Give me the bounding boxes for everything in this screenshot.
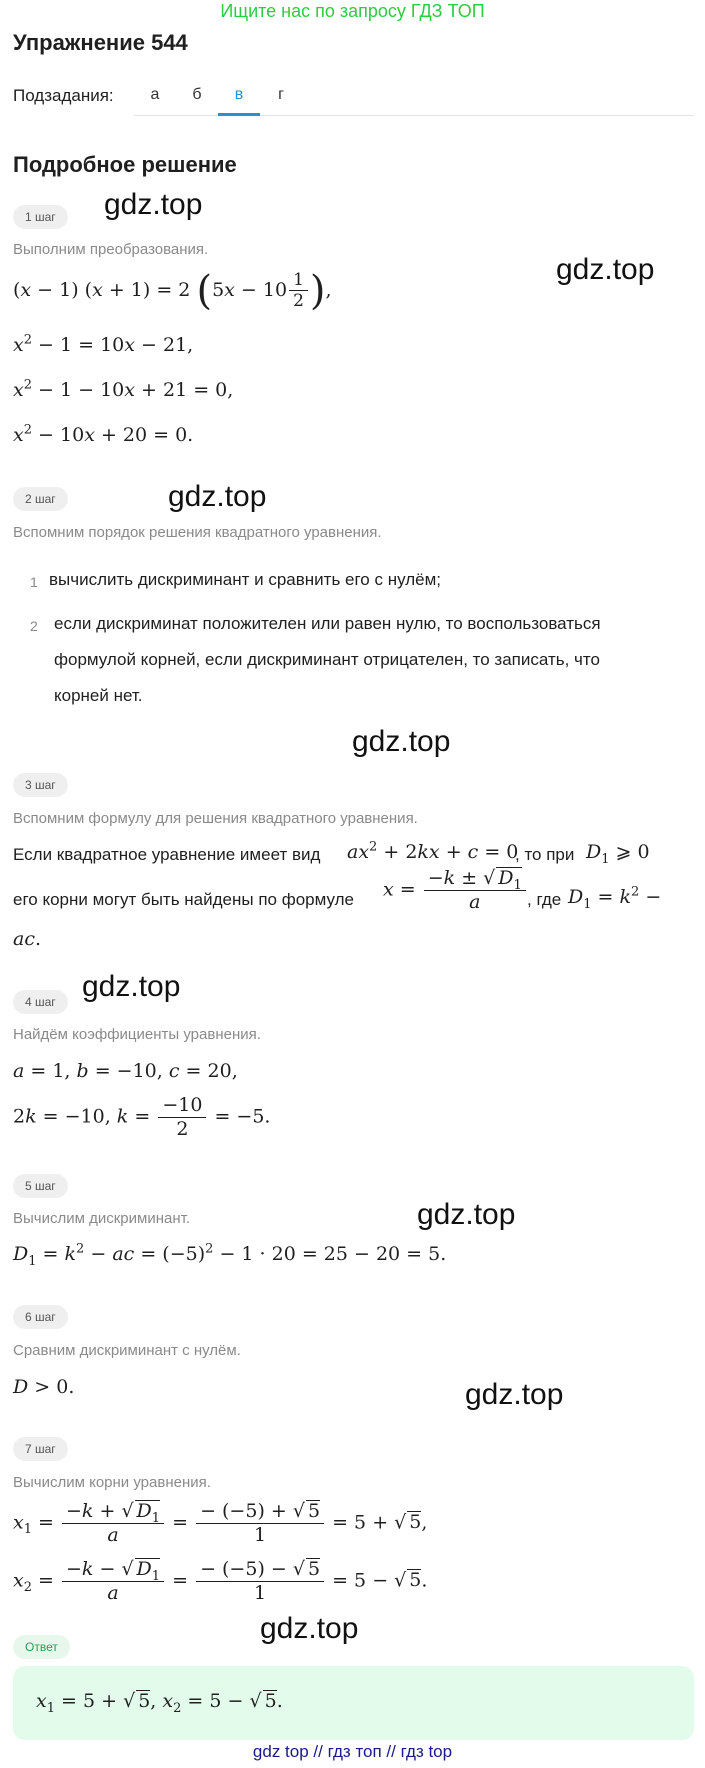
list-item: формулой корней, если дискриминант отрицателен, то записать, что <box>54 650 600 669</box>
step-hint: Вычислим корни уравнения. <box>13 1474 211 1491</box>
step-badge: 7 шаг <box>13 1437 68 1461</box>
watermark: gdz.top <box>104 188 203 221</box>
tab-a[interactable]: а <box>150 86 160 103</box>
subtasks-label: Подзадания: <box>13 86 114 105</box>
step-badge: 4 шаг <box>13 990 68 1014</box>
step-hint: Сравним дискриминант с нулём. <box>13 1342 241 1359</box>
step3-text: , то при <box>515 845 575 864</box>
top-banner: Ищите нас по запросу ГДЗ ТОП <box>220 1 485 21</box>
math-line: $x_2$ = $\frac{-k - √ D_1}{a}$ = $\frac{- (-5) - √ 5}{1}$ = 5 − √ 5. <box>13 1558 428 1604</box>
step3-text: его корни могут быть найдены по формуле <box>13 890 354 909</box>
math-line: $x^2 - 1 = 10x - 21$, <box>13 332 194 356</box>
math-line: $x^2 - 10x + 20 = 0$. <box>13 422 194 446</box>
subtasks-tabs <box>134 80 694 116</box>
watermark: gdz.top <box>352 725 451 758</box>
tab-g[interactable]: г <box>278 86 284 103</box>
math-line: $D_1 = k^2$ − ac = $(-5)^2 - 1 \cdot 20 = 25 - 20 = 5$. <box>13 1241 447 1269</box>
section-title: Подробное решение <box>13 152 237 177</box>
math-inline: $ax^2 + 2kx + c = 0$ <box>347 839 519 863</box>
tab-b[interactable]: б <box>192 86 202 103</box>
answer-badge: Ответ <box>13 1635 70 1659</box>
math-line: $x_1$ = $\frac{-k + √ D_1}{a}$ = $\frac{- (-5) + √ 5}{1}$ = 5 + √ 5, <box>13 1500 428 1546</box>
step-hint: Вспомним формулу для решения квадратного уравнения. <box>13 810 418 827</box>
step-hint: Вспомним порядок решения квадратного уравнения. <box>13 524 382 541</box>
tab-v[interactable]: в <box>218 80 260 116</box>
watermark: gdz.top <box>260 1612 359 1645</box>
step-hint: Выполним преобразования. <box>13 241 209 258</box>
step3-text: , где <box>527 890 562 909</box>
math-line: a = 1, b = −10, c = 20, <box>13 1060 238 1082</box>
answer-math: $x_1 = 5$ + √ 5, $x_2 = 5$ − √ 5. <box>36 1690 283 1716</box>
step-badge: 6 шаг <box>13 1305 68 1329</box>
step-hint: Найдём коэффициенты уравнения. <box>13 1026 261 1043</box>
list-item: вычислить дискриминант и сравнить его с нулём; <box>49 570 442 589</box>
watermark: gdz.top <box>82 970 181 1003</box>
watermark: gdz.top <box>417 1198 516 1231</box>
watermark: gdz.top <box>556 253 655 286</box>
math-line: D > 0. <box>13 1376 75 1398</box>
step-badge: 3 шаг <box>13 773 68 797</box>
math-line: 2k = −10, k = $\frac{-10}{2}$ = −5. <box>13 1094 271 1140</box>
math-inline: $D_1 = k^2$ − <box>568 884 662 912</box>
math-inline: x = $\frac{-k \pm √ D_1}{a}$ <box>383 867 528 914</box>
step-badge: 1 шаг <box>13 205 68 229</box>
list-number: 1 <box>30 574 38 590</box>
step-badge: 5 шаг <box>13 1174 68 1198</box>
step-badge: 2 шаг <box>13 487 68 511</box>
page-title: Упражнение 544 <box>13 30 188 55</box>
step3-text: Если квадратное уравнение имеет вид <box>13 845 321 864</box>
footer-links[interactable]: gdz top // гдз топ // гдз top <box>252 1742 453 1761</box>
math-line: ac. <box>13 928 42 950</box>
watermark: gdz.top <box>168 480 267 513</box>
math-line: $x^2 - 1 - 10x + 21 = 0$, <box>13 377 234 401</box>
list-item: если дискриминат положителен или равен нулю, то воспользоваться <box>54 614 601 633</box>
list-item: корней нет. <box>54 686 143 705</box>
watermark: gdz.top <box>465 1378 564 1411</box>
list-number: 2 <box>30 618 38 634</box>
math-inline: $D_1$ ⩾ 0 <box>586 841 650 867</box>
math-line: (x − 1) (x + 1) = 2 (5x − 10 $\frac{1}{2}$ ), <box>13 267 332 314</box>
step-hint: Вычислим дискриминант. <box>13 1210 190 1227</box>
